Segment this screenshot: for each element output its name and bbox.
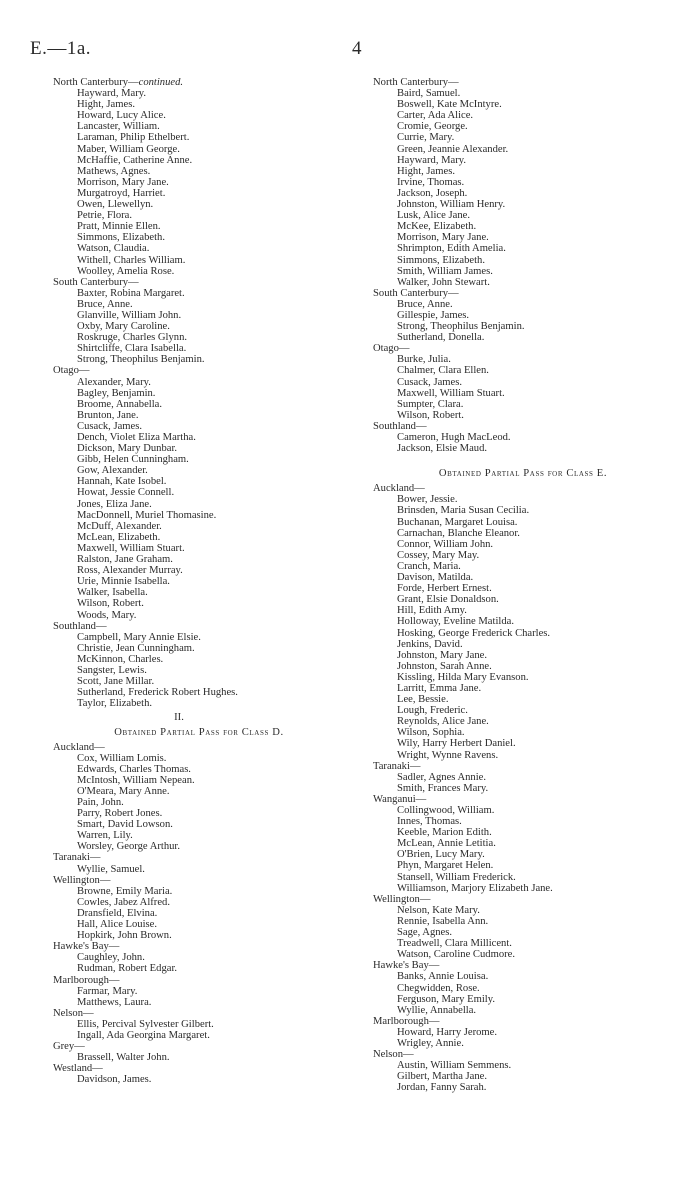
candidate-name: Hall, Alice Louise. — [77, 919, 158, 931]
region-heading — [53, 1008, 345, 1019]
candidate-name: Howat, Jessie Connell. — [77, 487, 175, 499]
region-name: Marlborough— — [373, 1015, 440, 1027]
candidate-name: Gow, Alexander. — [77, 465, 148, 477]
region-name: Marlborough— — [53, 974, 120, 986]
candidate-name: Boswell, Kate McIntyre. — [397, 99, 502, 111]
candidate-name: Withell, Charles William. — [77, 254, 186, 266]
candidate-name: McLean, Elizabeth. — [77, 531, 161, 543]
candidate-name: Watson, Claudia. — [77, 243, 150, 255]
candidate-name: Johnston, William Henry. — [397, 199, 506, 211]
candidate-name: Buchanan, Margaret Louisa. — [397, 516, 518, 528]
candidate-name: Currie, Mary. — [397, 132, 455, 144]
candidate-name: Walker, John Stewart. — [397, 276, 490, 288]
region-heading — [53, 277, 345, 288]
candidate-name: Rennie, Isabella Ann. — [397, 915, 489, 927]
candidate-name: Laraman, Philip Ethelbert. — [77, 132, 190, 144]
candidate-name: Maber, William George. — [77, 143, 180, 155]
region-name: Otago— — [53, 365, 90, 377]
candidate-name: Murgatroyd, Harriet. — [77, 187, 166, 199]
candidate-name: Strong, Theophilus Benjamin. — [397, 321, 525, 333]
region-name: Taranaki— — [53, 852, 101, 864]
candidate-name: Woolley, Amelia Rose. — [77, 265, 175, 277]
candidate-name: Davison, Matilda. — [397, 572, 474, 584]
candidate-name: Bagley, Benjamin. — [77, 387, 156, 399]
candidate-name: Cranch, Maria. — [397, 560, 461, 572]
candidate-name: Mathews, Agnes. — [77, 165, 151, 177]
candidate-name: Jordan, Fanny Sarah. — [397, 1082, 487, 1094]
candidate-name: Hosking, George Frederick Charles. — [397, 627, 551, 639]
region-name: Hawke's Bay— — [53, 941, 120, 953]
candidate-name: Dench, Violet Eliza Martha. — [77, 432, 196, 443]
region-heading — [373, 288, 673, 299]
candidate-name: Hayward, Mary. — [77, 88, 147, 100]
candidate-name: Gilbert, Martha Jane. — [397, 1071, 488, 1083]
candidate-name: Simmons, Elizabeth. — [397, 254, 485, 266]
candidate-name: Baxter, Robina Margaret. — [77, 287, 185, 299]
candidate-name: Bruce, Anne. — [77, 298, 133, 310]
candidate-name: Dransfield, Elvina. — [77, 907, 158, 919]
candidate-name: Irvine, Thomas. — [397, 176, 465, 188]
candidate-name: Howard, Lucy Alice. — [77, 110, 166, 122]
candidate-name: Browne, Emily Maria. — [77, 885, 173, 897]
candidate-name: McDuff, Alexander. — [77, 520, 162, 532]
candidate-name: Lee, Bessie. — [397, 694, 449, 706]
candidate-name: Jones, Eliza Jane. — [77, 498, 152, 510]
candidate-name: Shrimpton, Edith Amelia. — [397, 243, 506, 255]
candidate-name: O'Meara, Mary Anne. — [77, 785, 170, 797]
page-header — [30, 38, 670, 62]
region-heading — [373, 1016, 673, 1027]
candidate-name: Petrie, Flora. — [77, 210, 133, 222]
candidate-name: Phyn, Margaret Helen. — [397, 860, 494, 872]
region-heading — [373, 794, 673, 805]
candidate-name: Walker, Isabella. — [77, 587, 148, 599]
region-name: South Canterbury— — [53, 276, 139, 288]
candidate-name: Kissling, Hilda Mary Evanson. — [397, 671, 529, 683]
candidate-name: Worsley, George Arthur. — [77, 841, 181, 853]
candidate-name: Austin, William Semmens. — [397, 1060, 512, 1072]
candidate-name: Cusack, James. — [397, 376, 463, 388]
region-heading — [53, 742, 345, 753]
region-name: Wellington— — [373, 893, 431, 905]
candidate-name: Dickson, Mary Dunbar. — [77, 443, 178, 455]
candidate-name: Shirtcliffe, Clara Isabella. — [77, 343, 187, 355]
page-number: 4 — [352, 38, 362, 59]
region-heading — [373, 421, 673, 432]
candidate-name: Campbell, Mary Annie Elsie. — [77, 631, 201, 643]
candidate-name: Nelson, Kate Mary. — [397, 904, 480, 916]
candidate-name: Keeble, Marion Edith. — [397, 827, 492, 839]
region-name: Auckland— — [53, 741, 105, 753]
region-heading — [53, 852, 345, 863]
region-name: Taranaki— — [373, 760, 421, 772]
candidate-name: Pain, John. — [77, 797, 124, 808]
region-name: Hawke's Bay— — [373, 960, 440, 972]
candidate-name: McLean, Annie Letitia. — [397, 838, 496, 850]
candidate-name: Caughley, John. — [77, 952, 145, 964]
candidate-name: Smart, David Lowson. — [77, 819, 173, 831]
region-name: Wanganui— — [373, 793, 427, 805]
candidate-name: Chegwidden, Rose. — [397, 982, 480, 994]
candidate-name: Sadler, Agnes Annie. — [397, 771, 487, 783]
candidate-name: Grant, Elsie Donaldson. — [397, 594, 499, 606]
candidate-name: Gillespie, James. — [397, 309, 470, 321]
candidate-name: Sutherland, Frederick Robert Hughes. — [77, 687, 238, 699]
candidate-name: Matthews, Laura. — [77, 996, 152, 1008]
candidate-name: Wilson, Robert. — [77, 598, 144, 610]
candidate-name: Hannah, Kate Isobel. — [77, 476, 167, 488]
candidate-name: Innes, Thomas. — [397, 816, 462, 828]
left-column — [53, 77, 345, 1085]
candidate-name: Gibb, Helen Cunningham. — [77, 454, 189, 466]
region-name: Nelson— — [373, 1049, 414, 1061]
candidate-name: Edwards, Charles Thomas. — [77, 763, 191, 775]
candidate-name: Hayward, Mary. — [397, 154, 467, 166]
candidate-name: Ralston, Jane Graham. — [77, 554, 173, 566]
candidate-name: Alexander, Mary. — [77, 376, 151, 388]
candidate-name: Ferguson, Mary Emily. — [397, 993, 495, 1005]
region-name: Southland— — [53, 620, 107, 632]
candidate-name: Bower, Jessie. — [397, 494, 458, 506]
region-name: Grey— — [53, 1041, 85, 1053]
candidate-name: Collingwood, William. — [397, 805, 495, 816]
candidate-name: Wilson, Sophia. — [397, 727, 465, 739]
region-name: Auckland— — [373, 483, 425, 495]
candidate-name: Lough, Frederic. — [397, 705, 468, 717]
region-heading — [373, 343, 673, 354]
candidate-name: Banks, Annie Louisa. — [397, 971, 489, 983]
candidate-name: Wyllie, Annabella. — [397, 1004, 477, 1016]
region-heading — [373, 77, 673, 88]
region-name: Westland— — [53, 1063, 103, 1075]
candidate-name: Strong, Theophilus Benjamin. — [77, 354, 205, 366]
region-heading — [53, 1041, 345, 1052]
candidate-name: Watson, Caroline Cudmore. — [397, 949, 516, 961]
region-heading — [53, 975, 345, 986]
candidate-name: Oxby, Mary Caroline. — [77, 321, 170, 333]
region-heading — [53, 941, 345, 952]
candidate-name: Lancaster, William. — [77, 121, 160, 133]
candidate-name: Hopkirk, John Brown. — [77, 930, 172, 942]
candidate-name: Lusk, Alice Jane. — [397, 210, 470, 222]
candidate-name: Hight, James. — [397, 165, 455, 177]
candidate-name: Connor, William John. — [397, 538, 494, 550]
candidate-name: Treadwell, Clara Millicent. — [397, 938, 512, 950]
right-column — [373, 77, 673, 1093]
candidate-name: Bruce, Anne. — [397, 298, 453, 310]
candidate-name: Brinsden, Maria Susan Cecilia. — [397, 505, 530, 517]
continued-note: continued. — [138, 77, 184, 88]
candidate-name: Howard, Harry Jerome. — [397, 1026, 498, 1038]
candidate-name: Brunton, Jane. — [77, 409, 139, 421]
candidate-name: McIntosh, William Nepean. — [77, 774, 195, 786]
candidate-name: Sage, Agnes. — [397, 927, 453, 939]
candidate-name: O'Brien, Lucy Mary. — [397, 849, 485, 861]
candidate-name: Wilson, Robert. — [397, 409, 464, 421]
candidate-name: Wright, Wynne Ravens. — [397, 749, 499, 761]
candidate-name: Taylor, Elizabeth. — [77, 698, 153, 710]
candidate-name: McKinnon, Charles. — [77, 653, 164, 665]
candidate-name: Smith, William James. — [397, 265, 493, 277]
candidate-name: Jackson, Joseph. — [397, 187, 468, 199]
candidate-name: Morrison, Mary Jane. — [397, 232, 489, 244]
region-name: North Canterbury— — [53, 77, 139, 88]
candidate-name: Hill, Edith Amy. — [397, 605, 467, 617]
candidate-name: Sumpter, Clara. — [397, 398, 464, 410]
candidate-name: Carter, Ada Alice. — [397, 110, 474, 122]
region-name: South Canterbury— — [373, 287, 459, 299]
candidate-name: Sutherland, Donella. — [397, 332, 485, 344]
candidate-name: Farmar, Mary. — [77, 985, 138, 997]
candidate-name: Christie, Jean Cunningham. — [77, 642, 195, 654]
candidate-name: Cossey, Mary May. — [397, 549, 480, 561]
region-heading — [53, 1063, 345, 1074]
candidate-name: Broome, Annabella. — [77, 398, 163, 410]
region-name: North Canterbury— — [373, 77, 459, 88]
candidate-name: Hight, James. — [77, 99, 135, 111]
candidate-name: Cromie, George. — [397, 121, 468, 133]
candidate-name: Larritt, Emma Jane. — [397, 682, 482, 694]
candidate-name: Reynolds, Alice Jane. — [397, 716, 489, 728]
candidate-name: Cowles, Jabez Alfred. — [77, 896, 170, 908]
candidate-name: Holloway, Eveline Matilda. — [397, 616, 514, 628]
candidate-name: Chalmer, Clara Ellen. — [397, 365, 489, 377]
candidate-name: Burke, Julia. — [397, 354, 451, 366]
candidate-name: Ross, Alexander Murray. — [77, 565, 183, 577]
region-heading — [373, 1049, 673, 1060]
candidate-name: Davidson, James. — [77, 1074, 152, 1086]
candidate-name: Johnston, Mary Jane. — [397, 649, 488, 661]
candidate-name: Cameron, Hugh MacLeod. — [397, 432, 511, 443]
region-heading — [53, 875, 345, 886]
candidate-name: Morrison, Mary Jane. — [77, 176, 169, 188]
candidate-name: Cox, William Lomis. — [77, 752, 167, 764]
candidate-name: Brassell, Walter John. — [77, 1052, 170, 1064]
section-number: II. — [174, 712, 184, 724]
region-heading — [53, 621, 345, 632]
region-heading — [373, 894, 673, 905]
candidate-name: Owen, Llewellyn. — [77, 199, 154, 211]
candidate-name: Urie, Minnie Isabella. — [77, 576, 170, 588]
candidate-name: Rudman, Robert Edgar. — [77, 963, 178, 975]
candidate-name: McHaffie, Catherine Anne. — [77, 154, 193, 166]
candidate-name: Sangster, Lewis. — [77, 664, 147, 676]
candidate-name: Glanville, William John. — [77, 309, 182, 321]
candidate-name: Stansell, William Frederick. — [397, 871, 516, 883]
candidate-name: Parry, Robert Jones. — [77, 808, 163, 820]
document-reference: E.—1a. — [30, 38, 92, 59]
candidate-name: Woods, Mary. — [77, 609, 137, 621]
candidate-name: Scott, Jane Millar. — [77, 676, 155, 688]
candidate-name: Baird, Samuel. — [397, 88, 461, 100]
candidate-name: Ingall, Ada Georgina Margaret. — [77, 1029, 210, 1041]
region-heading — [53, 365, 345, 376]
candidate-name: Wrigley, Annie. — [397, 1037, 464, 1049]
candidate-name: Pratt, Minnie Ellen. — [77, 221, 161, 233]
region-name: Wellington— — [53, 874, 111, 886]
candidate-name: Ellis, Percival Sylvester Gilbert. — [77, 1018, 214, 1030]
region-heading — [373, 761, 673, 772]
region-heading — [53, 77, 345, 88]
region-name: Otago— — [373, 343, 410, 355]
candidate-name: MacDonnell, Muriel Thomasine. — [77, 509, 217, 521]
candidate-name: Wily, Harry Herbert Daniel. — [397, 738, 516, 750]
region-name: Nelson— — [53, 1007, 94, 1019]
candidate-name: Williamson, Marjory Elizabeth Jane. — [397, 882, 553, 894]
candidate-name: Simmons, Elizabeth. — [77, 232, 165, 244]
candidate-name: Green, Jeannie Alexander. — [397, 143, 509, 155]
section-heading: Obtained Partial Pass for Class E. — [438, 468, 608, 480]
region-heading — [373, 483, 673, 494]
candidate-name: Maxwell, William Stuart. — [397, 387, 505, 399]
section-heading: Obtained Partial Pass for Class D. — [114, 727, 284, 739]
candidate-name: Smith, Frances Mary. — [397, 782, 489, 794]
candidate-name: Warren, Lily. — [77, 830, 133, 842]
candidate-name: Roskruge, Charles Glynn. — [77, 332, 188, 344]
candidate-name: Jackson, Elsie Maud. — [397, 443, 488, 455]
region-heading — [373, 960, 673, 971]
candidate-name: Wyllie, Samuel. — [77, 863, 145, 875]
candidate-name: Cusack, James. — [77, 420, 143, 432]
region-name: Southland— — [373, 420, 427, 432]
candidate-name: Forde, Herbert Ernest. — [397, 583, 492, 595]
candidate-name: McKee, Elizabeth. — [397, 221, 477, 233]
candidate-name: Jenkins, David. — [397, 638, 463, 650]
candidate-name: Johnston, Sarah Anne. — [397, 660, 492, 672]
candidate-name: Carnachan, Blanche Eleanor. — [397, 527, 520, 539]
candidate-name: Maxwell, William Stuart. — [77, 542, 185, 554]
